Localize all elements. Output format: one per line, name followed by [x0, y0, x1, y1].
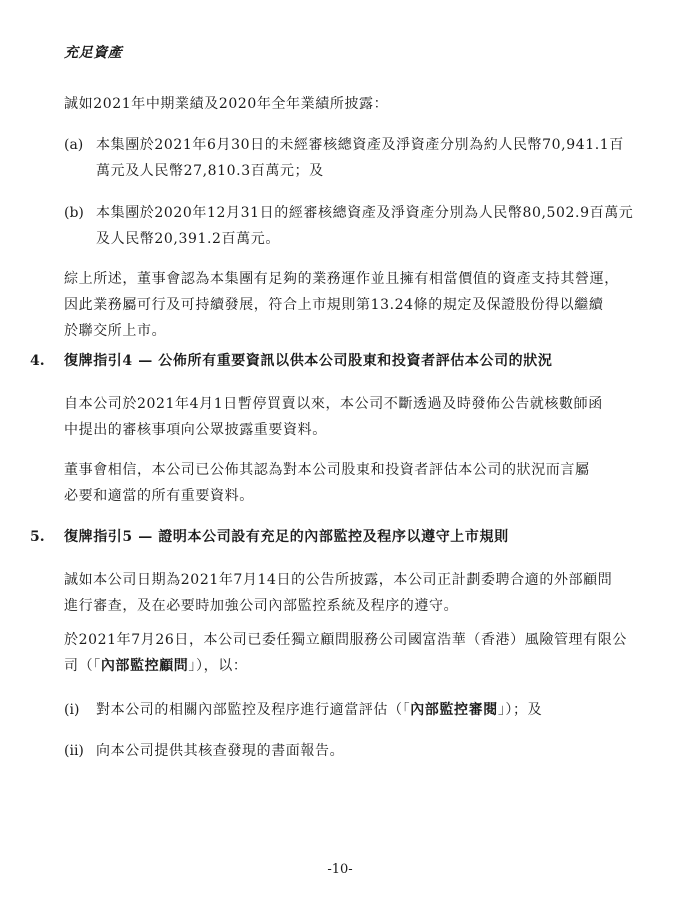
para-2-prefix: 司（「	[64, 658, 101, 674]
item-b-text	[96, 200, 656, 252]
section-4-para-1	[64, 391, 664, 443]
summary-line-3: 於聯交所上市。	[64, 323, 167, 339]
section-4-title: 復牌指引4 — 公佈所有重要資訊以供本公司股東和投資者評估本公司的狀況	[64, 353, 553, 369]
item-b-line-2: 及人民幣20,391.2百萬元。	[96, 231, 280, 247]
item-a-text	[96, 132, 656, 184]
section-5-para-2-line-1: 於2021年7月26日，本公司已委任獨立顧問服務公司國富浩華（香港）風險管理有限公	[64, 632, 627, 648]
section-5-para-2	[64, 627, 664, 679]
item-a-line-1: 本集團於2021年6月30日的未經審核總資產及淨資產分別為約人民幣70,941.1百	[96, 137, 624, 153]
item-label-b: (b)	[64, 205, 84, 221]
section-5-para-1-line-2: 進行審查，及在必要時加強公司內部監控系統及程序的遵守。	[64, 598, 459, 614]
section-5-para-1	[64, 567, 664, 619]
section-5-para-2-line-2	[64, 653, 664, 679]
item-b-line-1: 本集團於2020年12月31日的經審核總資產及淨資產分別為人民幣80,502.9百萬元	[96, 205, 634, 221]
item-label-a: (a)	[64, 137, 84, 153]
section-4-para-1-line-1: 自本公司於2021年4月1日暫停買賣以來，本公司不斷透過及時發佈公告就核數師函	[64, 396, 603, 412]
section-4-para-2-line-2: 必要和適當的所有重要資料。	[64, 488, 254, 504]
page-number: -10-	[327, 862, 353, 877]
internal-control-review-term: 內部監控審閱	[410, 702, 498, 718]
intro-paragraph: 誠如2021年中期業績及2020年全年業績所披露：	[64, 96, 389, 112]
summary-line-2: 因此業務屬可行及可持續發展，符合上市規則第13.24條的規定及保證股份得以繼續	[64, 297, 604, 313]
section-4-para-2	[64, 457, 664, 509]
item-a-line-2: 萬元及人民幣27,810.3百萬元；及	[96, 163, 324, 179]
item-ii-text: 向本公司提供其核查發現的書面報告。	[96, 743, 345, 759]
para-2-suffix: 」），以：	[188, 658, 248, 674]
item-i-prefix: 對本公司的相關內部監控及程序進行適當評估（「	[96, 702, 411, 718]
section-4-para-1-line-2: 中提出的審核事項向公眾披露重要資料。	[64, 422, 327, 438]
item-label-i: (i)	[64, 702, 80, 718]
internal-control-consultant-term: 內部監控顧問	[100, 658, 189, 674]
section-5-number: 5.	[30, 529, 45, 545]
section-5-para-1-line-1: 誠如本公司日期為2021年7月14日的公告所披露，本公司正計劃委聘合適的外部顧問	[64, 572, 613, 588]
item-i-suffix: 」）；及	[497, 702, 543, 718]
section-4-number: 4.	[30, 353, 45, 369]
section-5-title: 復牌指引5 — 證明本公司設有充足的內部監控及程序以遵守上市規則	[64, 529, 509, 545]
summary-paragraph	[64, 266, 664, 344]
summary-line-1: 綜上所述，董事會認為本集團有足夠的業務運作並且擁有相當價值的資產支持其營運，	[64, 271, 619, 287]
section-4-para-2-line-1: 董事會相信，本公司已公佈其認為對本公司股東和投資者評估本公司的狀況而言屬	[64, 462, 590, 478]
item-i-text	[96, 697, 656, 723]
section-heading: 充足資產	[64, 45, 123, 61]
item-label-ii: (ii)	[64, 743, 84, 759]
